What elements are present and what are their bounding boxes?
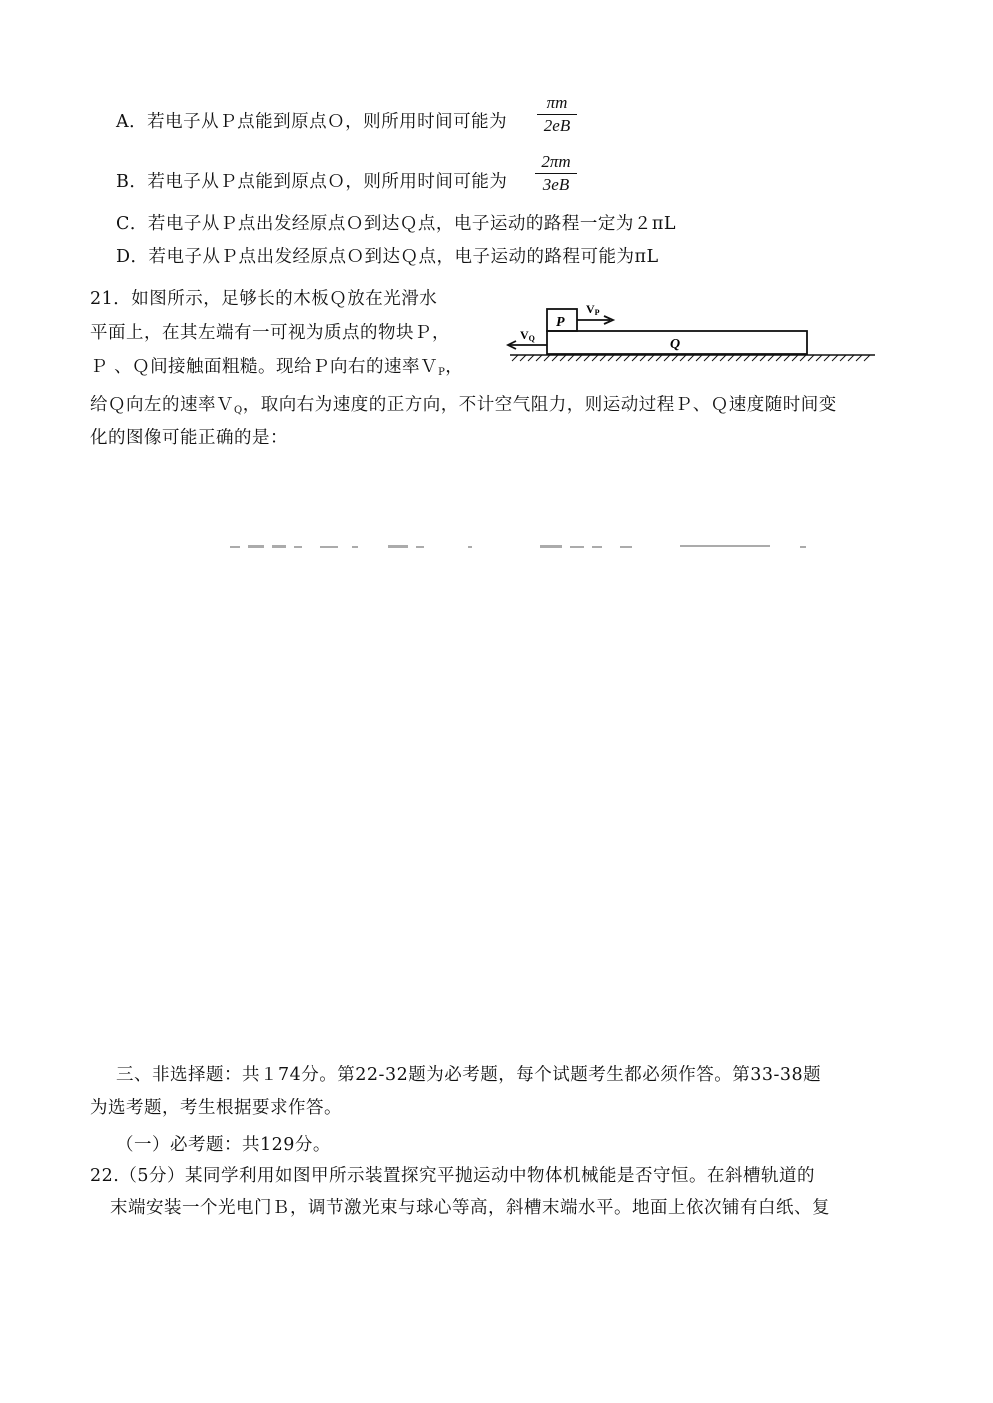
fraction-bar: [537, 114, 577, 115]
fraction-denominator: 3eB: [542, 175, 570, 194]
fraction-bar: [535, 173, 577, 174]
section-3-line-1: 三、非选择题：共１74分。第22-32题为必考题，每个试题考生都必须作答。第33-38题: [116, 1065, 822, 1085]
board-q-label: Q: [670, 337, 681, 352]
section-3-line-2: 为选考题，考生根据要求作答。: [90, 1098, 342, 1118]
option-b-fraction: [535, 152, 577, 195]
option-b-text: B．若电子从Ｐ点能到原点Ｏ，则所用时间可能为: [116, 172, 508, 192]
option-a-text: A．若电子从Ｐ点能到原点Ｏ，则所用时间可能为: [116, 112, 508, 132]
fraction-denominator: 2eB: [543, 116, 571, 135]
q21-line-1: 21．如图所示，足够长的木板Ｑ放在光滑水: [90, 289, 438, 309]
q21-line-5: 化的图像可能正确的是：: [90, 428, 288, 448]
q21-line-3: Ｐ 、Ｑ间接触面粗糙。现给Ｐ向右的速率Ｖ$_P$，: [90, 357, 464, 378]
option-a-fraction: [537, 93, 577, 136]
q21-line-2: 平面上，在其左端有一可视为质点的物块Ｐ，: [90, 323, 450, 343]
q22-line-1: 22.（5分）某同学利用如图甲所示装置探究平抛运动中物体机械能是否守恒。在斜槽轨道的: [90, 1166, 815, 1186]
option-d-text: D．若电子从Ｐ点出发经原点Ｏ到达Ｑ点，电子运动的路程可能为πL: [116, 247, 659, 267]
fraction-numerator: 2πm: [541, 152, 571, 171]
board-block-figure: [500, 295, 880, 375]
section-3-subheading: （一）必考题：共129分。: [116, 1135, 331, 1155]
vp-label: VP: [586, 302, 600, 317]
fraction-numerator: πm: [546, 93, 568, 112]
scan-artifact: [220, 543, 820, 553]
q21-line-4: 给Ｑ向左的速率Ｖ$_Q$，取向右为速度的正方向，不计空气阻力，则运动过程Ｐ、Ｑ速度随时间变: [90, 395, 837, 416]
q22-line-2: 末端安装一个光电门Ｂ，调节激光束与球心等高，斜槽末端水平。地面上依次铺有白纸、复: [110, 1198, 830, 1218]
ground-hatching: [512, 355, 870, 361]
vq-label: VQ: [520, 328, 535, 343]
option-c-text: C．若电子从Ｐ点出发经原点Ｏ到达Ｑ点，电子运动的路程一定为２πL: [116, 214, 677, 234]
block-p-label: P: [556, 315, 565, 330]
